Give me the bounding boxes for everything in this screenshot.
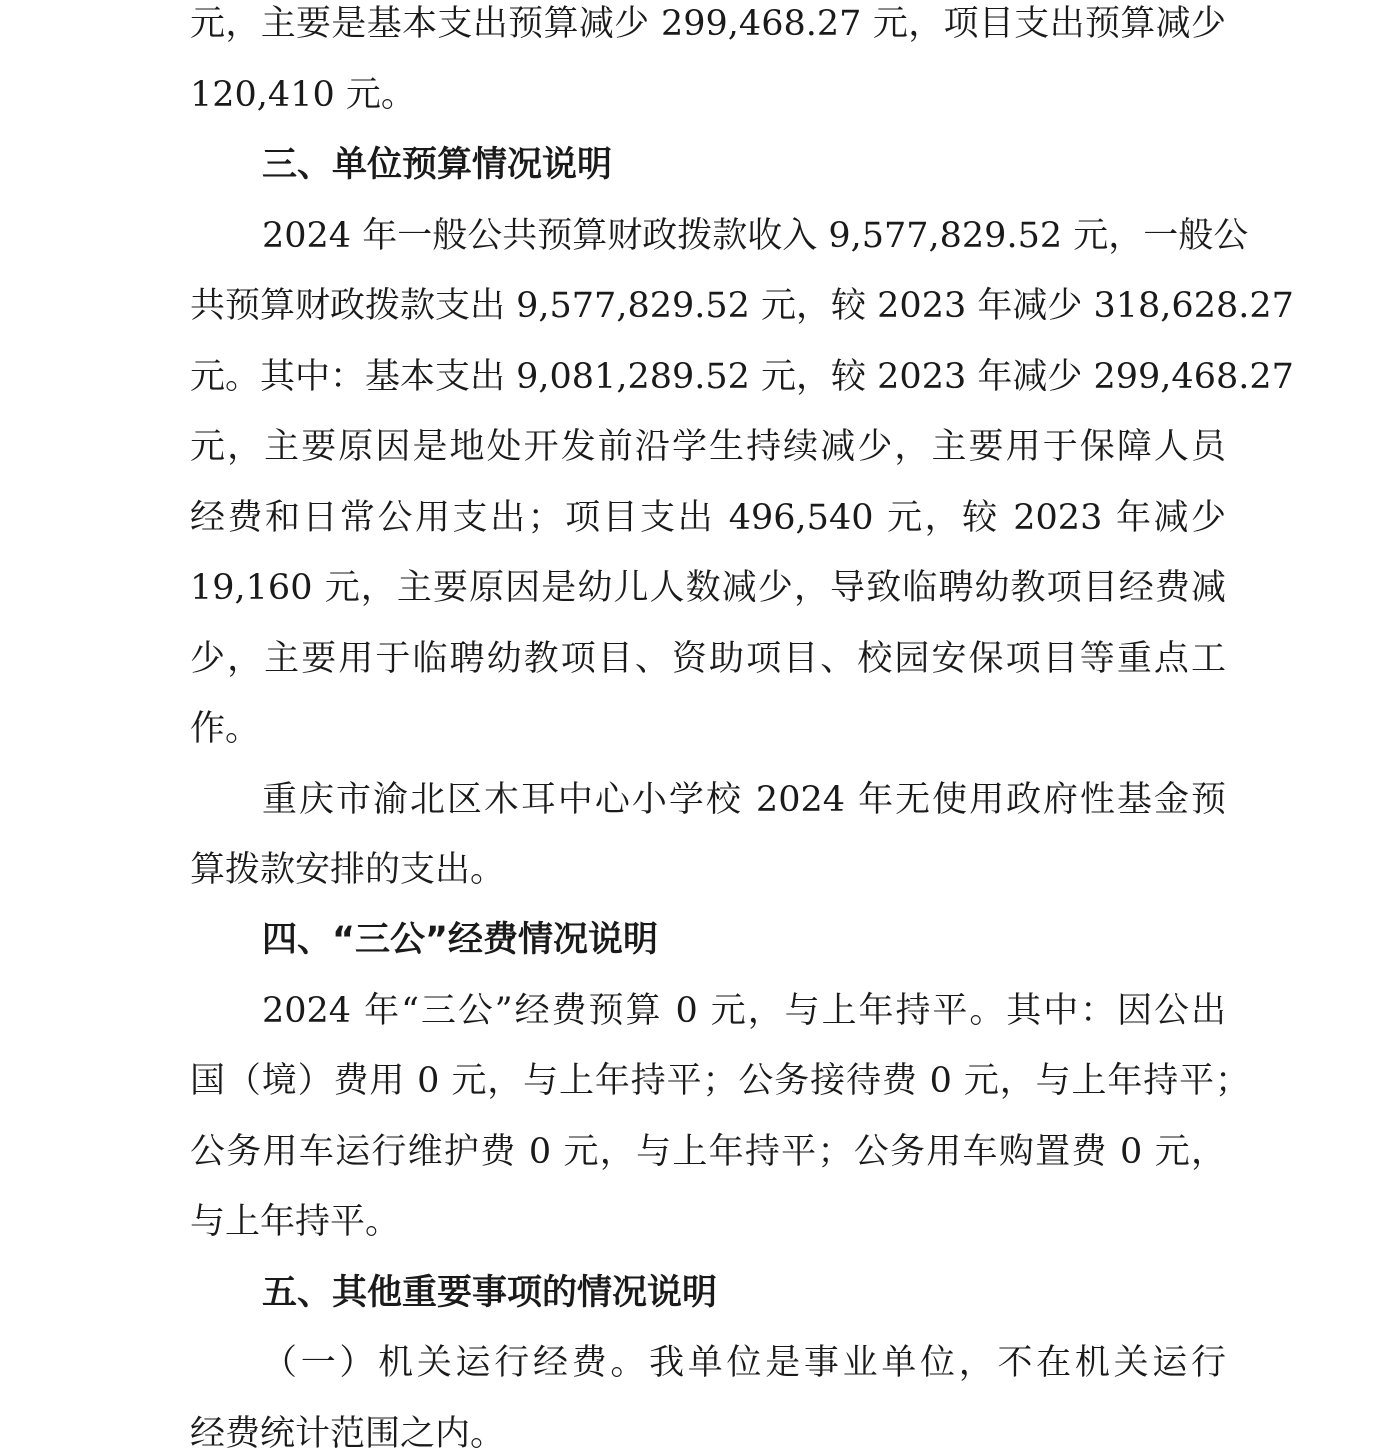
section-heading-5: 五、其他重要事项的情况说明 [262, 1273, 718, 1313]
paragraph-line: 作。 [190, 709, 261, 749]
paragraph-line: 经费和日常公用支出；项目支出 496,540 元，较 2023 年减少 [190, 498, 1226, 538]
paragraph-line: 19,160 元，主要原因是幼儿人数减少，导致临聘幼教项目经费减 [190, 568, 1226, 608]
paragraph-line: 与上年持平。 [190, 1202, 401, 1242]
paragraph-line: 公务用车运行维护费 0 元，与上年持平；公务用车购置费 0 元， [190, 1132, 1226, 1172]
paragraph-line: 元，主要是基本支出预算减少 299,468.27 元，项目支出预算减少 [190, 4, 1226, 44]
section-heading-4: 四、“三公”经费情况说明 [262, 920, 659, 960]
paragraph-line: 重庆市渝北区木耳中心小学校 2024 年无使用政府性基金预 [262, 780, 1226, 820]
paragraph-line: 算拨款安排的支出。 [190, 850, 506, 890]
paragraph-line: 元。其中：基本支出 9,081,289.52 元，较 2023 年减少 299,468.27 [190, 357, 1294, 397]
paragraph-line: 2024 年一般公共预算财政拨款收入 9,577,829.52 元，一般公 [262, 216, 1249, 256]
paragraph-line: 元，主要原因是地处开发前沿学生持续减少，主要用于保障人员 [190, 427, 1226, 467]
paragraph-line: 国（境）费用 0 元，与上年持平；公务接待费 0 元，与上年持平； [190, 1061, 1250, 1101]
paragraph-line: 120,410 元。 [190, 75, 416, 115]
section-heading-3: 三、单位预算情况说明 [262, 145, 613, 185]
paragraph-line: （一）机关运行经费。我单位是事业单位，不在机关运行 [262, 1343, 1226, 1383]
paragraph-line: 共预算财政拨款支出 9,577,829.52 元，较 2023 年减少 318,628.27 [190, 286, 1294, 326]
paragraph-line: 少，主要用于临聘幼教项目、资助项目、校园安保项目等重点工 [190, 639, 1226, 679]
paragraph-line: 经费统计范围之内。 [190, 1414, 506, 1454]
paragraph-line: 2024 年“三公”经费预算 0 元，与上年持平。其中：因公出 [262, 991, 1226, 1031]
